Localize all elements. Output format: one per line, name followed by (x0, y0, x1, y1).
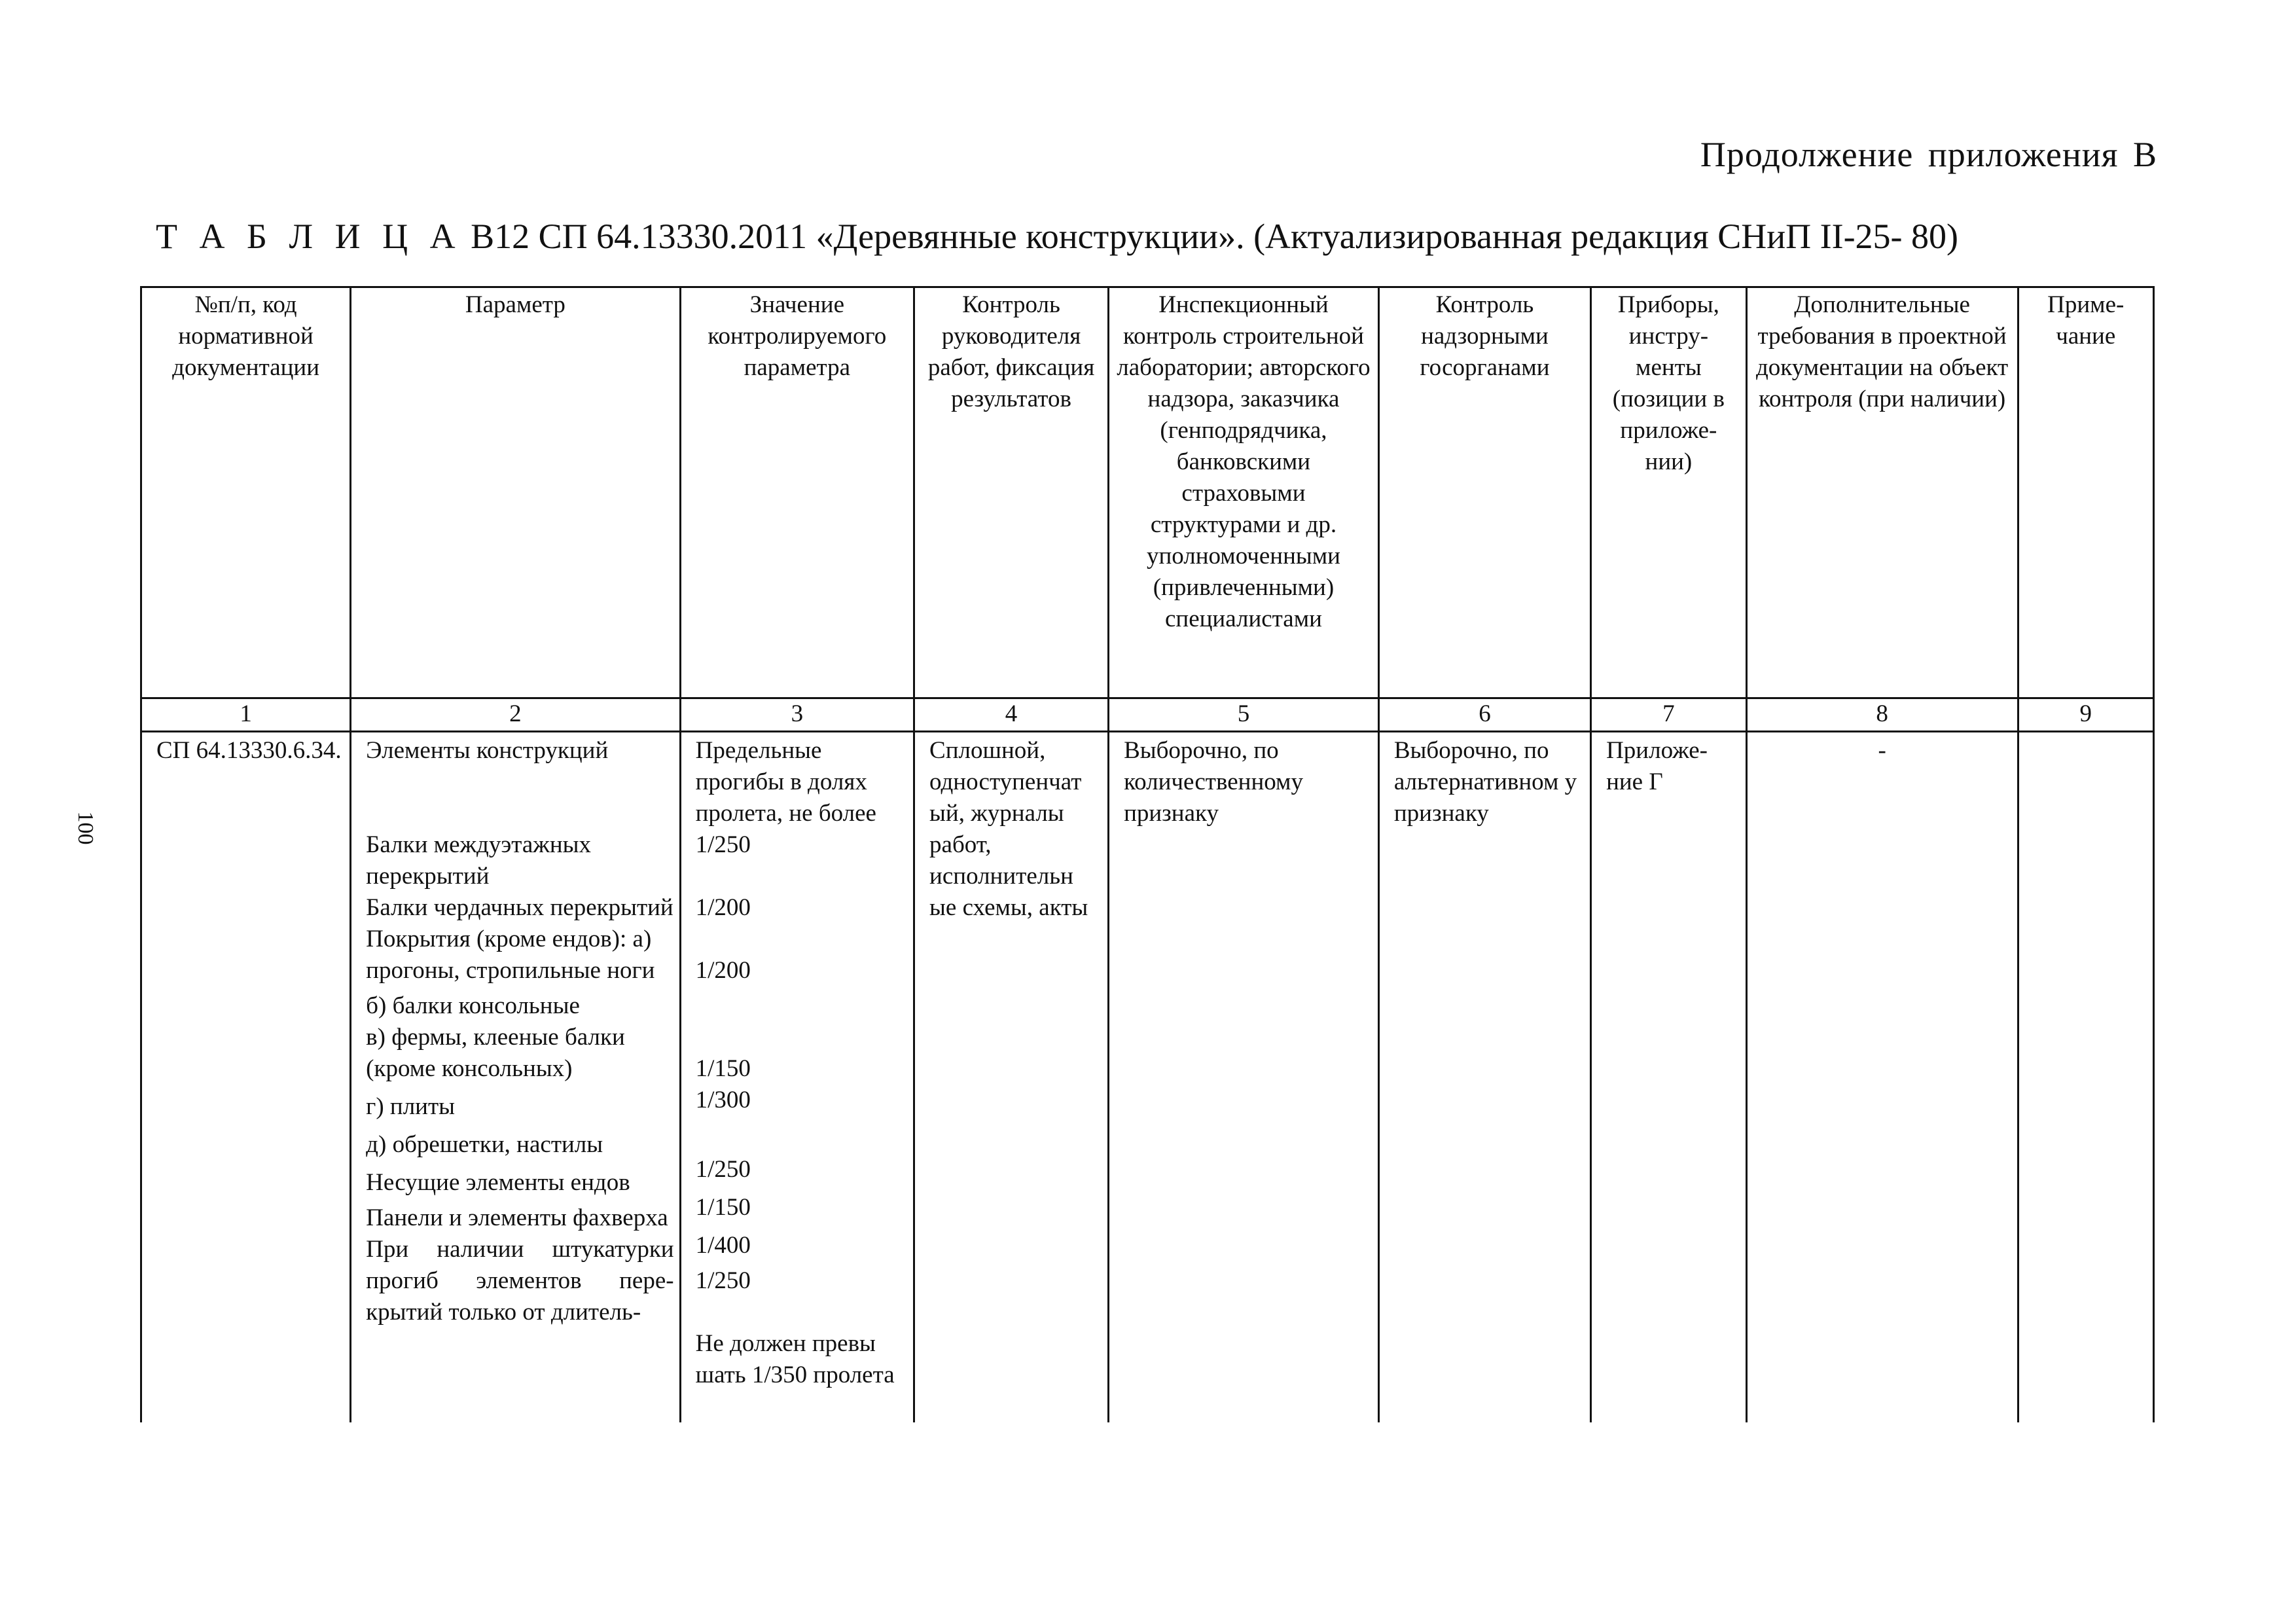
parameter-item: При наличии штукатурки прогиб элементов пере-крытий только от длитель- (366, 1236, 674, 1326)
parameter-item: Панели и элементы фахверха (366, 1204, 668, 1231)
header-supervisor-control: Контроль руководителя работ, фиксация результатов (914, 287, 1109, 698)
column-number: 5 (1109, 698, 1379, 732)
value-item: 1/200 (695, 894, 751, 921)
value-item: Предельные прогибы в долях пролета, не более (695, 737, 876, 827)
row-inspection-control: Выборочно, по количественному признаку (1109, 732, 1379, 1423)
column-number: 3 (680, 698, 914, 732)
row-parameters (351, 732, 680, 1423)
header-parameter: Параметр (351, 287, 680, 698)
parameter-item: г) плиты (366, 1093, 456, 1120)
table-title (156, 216, 1958, 257)
additional-dash: - (1878, 737, 1886, 764)
header-additional: Дополнительные требования в проектной документации на объект контроля (при наличии) (1746, 287, 2018, 698)
parameter-item: в) фермы, клееные балки (кроме консольных) (366, 1024, 625, 1082)
row-state-control: Выборочно, по альтернативном у признаку (1378, 732, 1590, 1423)
parameter-item: б) балки консольные (366, 992, 580, 1019)
parameter-item: Балки чердачных перекрытий (366, 894, 673, 921)
column-number: 2 (351, 698, 680, 732)
row-supervisor-control: Сплошной, одноступенчат ый, журналы работ, исполнительн ые схемы, акты (914, 732, 1109, 1423)
table-title-text: В12 СП 64.13330.2011 «Деревянные конструкции». (Актуализированная редакция СНиП II-25- 80) (471, 217, 1959, 256)
parameter-item: Балки междуэтажных перекрытий (366, 831, 592, 890)
column-number: 1 (141, 698, 351, 732)
control-table (140, 286, 2155, 1422)
header-value: Значение контролируемого параметра (680, 287, 914, 698)
row-code: СП 64.13330.6.34. (141, 732, 351, 1423)
parameter-item: Элементы конструкций (366, 737, 609, 764)
column-number: 6 (1378, 698, 1590, 732)
parameter-item: д) обрешетки, настилы (366, 1131, 603, 1158)
value-item: 1/250 (695, 831, 751, 858)
value-item: Не должен превы шать 1/350 пролета (695, 1330, 895, 1388)
header-note: Приме-чание (2018, 287, 2153, 698)
parameter-item: Покрытия (кроме ендов): а) прогоны, стропильные ноги (366, 926, 655, 984)
value-item: 1/400 (695, 1232, 751, 1259)
table-header-row (141, 287, 2154, 698)
column-number-row (141, 698, 2154, 732)
row-instruments: Приложе-ние Г (1591, 732, 1747, 1423)
value-item: 1/250 (695, 1267, 751, 1294)
column-number: 4 (914, 698, 1109, 732)
row-values (680, 732, 914, 1423)
table-row (141, 732, 2154, 1423)
value-item: 1/250 (695, 1156, 751, 1183)
row-note (2018, 732, 2153, 1423)
value-item: 1/150 (695, 1194, 751, 1221)
value-item: 1/300 (695, 1087, 751, 1113)
header-instruments: Приборы, инстру-менты (позиции в приложе-нии) (1591, 287, 1747, 698)
continuation-heading: Продолжение приложения В (1700, 135, 2157, 174)
column-number: 8 (1746, 698, 2018, 732)
value-item: 1/150 (695, 1055, 751, 1082)
parameter-item: Несущие элементы ендов (366, 1169, 630, 1196)
header-code: №п/п, код нормативной документации (141, 287, 351, 698)
column-number: 7 (1591, 698, 1747, 732)
row-additional (1746, 732, 2018, 1423)
page-number: 100 (73, 811, 98, 845)
value-item: 1/200 (695, 957, 751, 984)
header-inspection-control: Инспекционный контроль строительной лаборатории; авторского надзора, заказчика (генподрядчика, банковскими страховыми структурами и др. уполномоченными (привлеченными) специалистами (1109, 287, 1379, 698)
table-title-prefix: Т А Б Л И Ц А (156, 217, 462, 256)
header-state-control: Контроль надзорными госорганами (1378, 287, 1590, 698)
column-number: 9 (2018, 698, 2153, 732)
